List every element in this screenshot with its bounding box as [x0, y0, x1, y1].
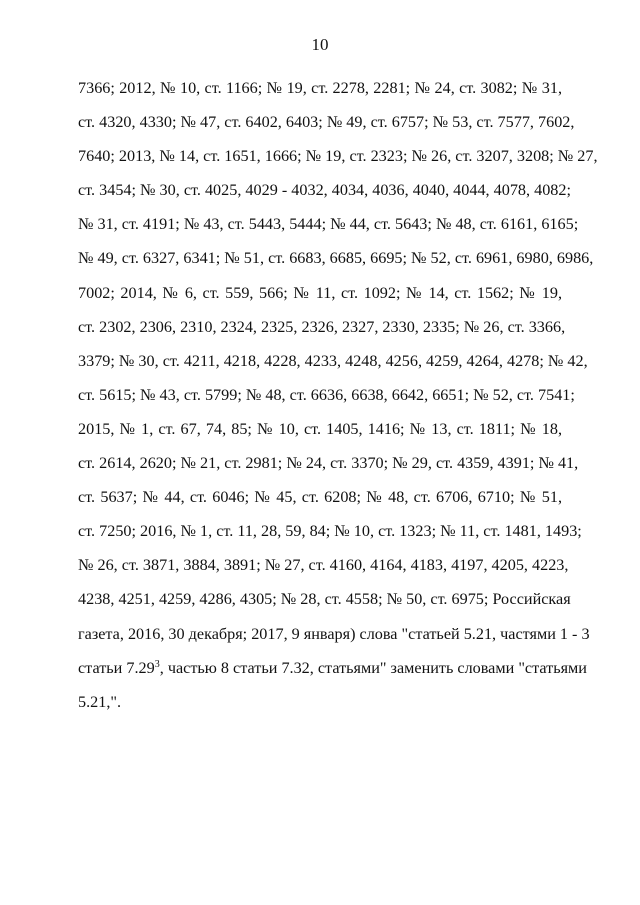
- text-fragment: , частью 8 статьи 7.32, статьями" заменить словами "статьями: [159, 658, 587, 677]
- text-fragment: статьи 7.29: [78, 658, 155, 677]
- text-line: 3379; № 30, ст. 4211, 4218, 4228, 4233, 4248, 4256, 4259, 4264, 4278; № 42,: [78, 351, 588, 370]
- text-line: ст. 5637; № 44, ст. 6046; № 45, ст. 6208; № 48, ст. 6706, 6710; № 51,: [78, 488, 562, 507]
- text-line: ст. 7250; 2016, № 1, ст. 11, 28, 59, 84; № 10, ст. 1323; № 11, ст. 1481, 1493;: [78, 522, 582, 541]
- text-line-last: 5.21,".: [78, 692, 122, 711]
- text-line: № 49, ст. 6327, 6341; № 51, ст. 6683, 6685, 6695; № 52, ст. 6961, 6980, 6986,: [78, 249, 594, 268]
- text-line: газета, 2016, 30 декабря; 2017, 9 января) слова "статьей 5.21, частями 1 - 3: [78, 624, 590, 643]
- text-line: ст. 2302, 2306, 2310, 2324, 2325, 2326, 2327, 2330, 2335; № 26, ст. 3366,: [78, 317, 566, 336]
- page-number: 10: [311, 35, 329, 54]
- document-body: [78, 71, 598, 719]
- text-line: 7002; 2014, № 6, ст. 559, 566; № 11, ст. 1092; № 14, ст. 1562; № 19,: [78, 283, 562, 302]
- text-line: № 26, ст. 3871, 3884, 3891; № 27, ст. 4160, 4164, 4183, 4197, 4205, 4223,: [78, 556, 569, 575]
- text-line: 4238, 4251, 4259, 4286, 4305; № 28, ст. 4558; № 50, ст. 6975; Российская: [78, 590, 571, 609]
- text-line: ст. 4320, 4330; № 47, ст. 6402, 6403; № 49, ст. 6757; № 53, ст. 7577, 7602,: [78, 113, 575, 132]
- text-line: 7640; 2013, № 14, ст. 1651, 1666; № 19, ст. 2323; № 26, ст. 3207, 3208; № 27,: [78, 147, 598, 166]
- text-line: ст. 3454; № 30, ст. 4025, 4029 - 4032, 4034, 4036, 4040, 4044, 4078, 4082;: [78, 181, 571, 200]
- text-line: 2015, № 1, ст. 67, 74, 85; № 10, ст. 1405, 1416; № 13, ст. 1811; № 18,: [78, 419, 562, 438]
- text-line: ст. 2614, 2620; № 21, ст. 2981; № 24, ст. 3370; № 29, ст. 4359, 4391; № 41,: [78, 454, 579, 473]
- text-line-with-superscript: [78, 651, 587, 685]
- text-line: ст. 5615; № 43, ст. 5799; № 48, ст. 6636, 6638, 6642, 6651; № 52, ст. 7541;: [78, 385, 575, 404]
- superscript: 3: [154, 658, 160, 670]
- text-line: № 31, ст. 4191; № 43, ст. 5443, 5444; № 44, ст. 5643; № 48, ст. 6161, 6165;: [78, 215, 579, 234]
- text-line: 7366; 2012, № 10, ст. 1166; № 19, ст. 2278, 2281; № 24, ст. 3082; № 31,: [78, 79, 562, 97]
